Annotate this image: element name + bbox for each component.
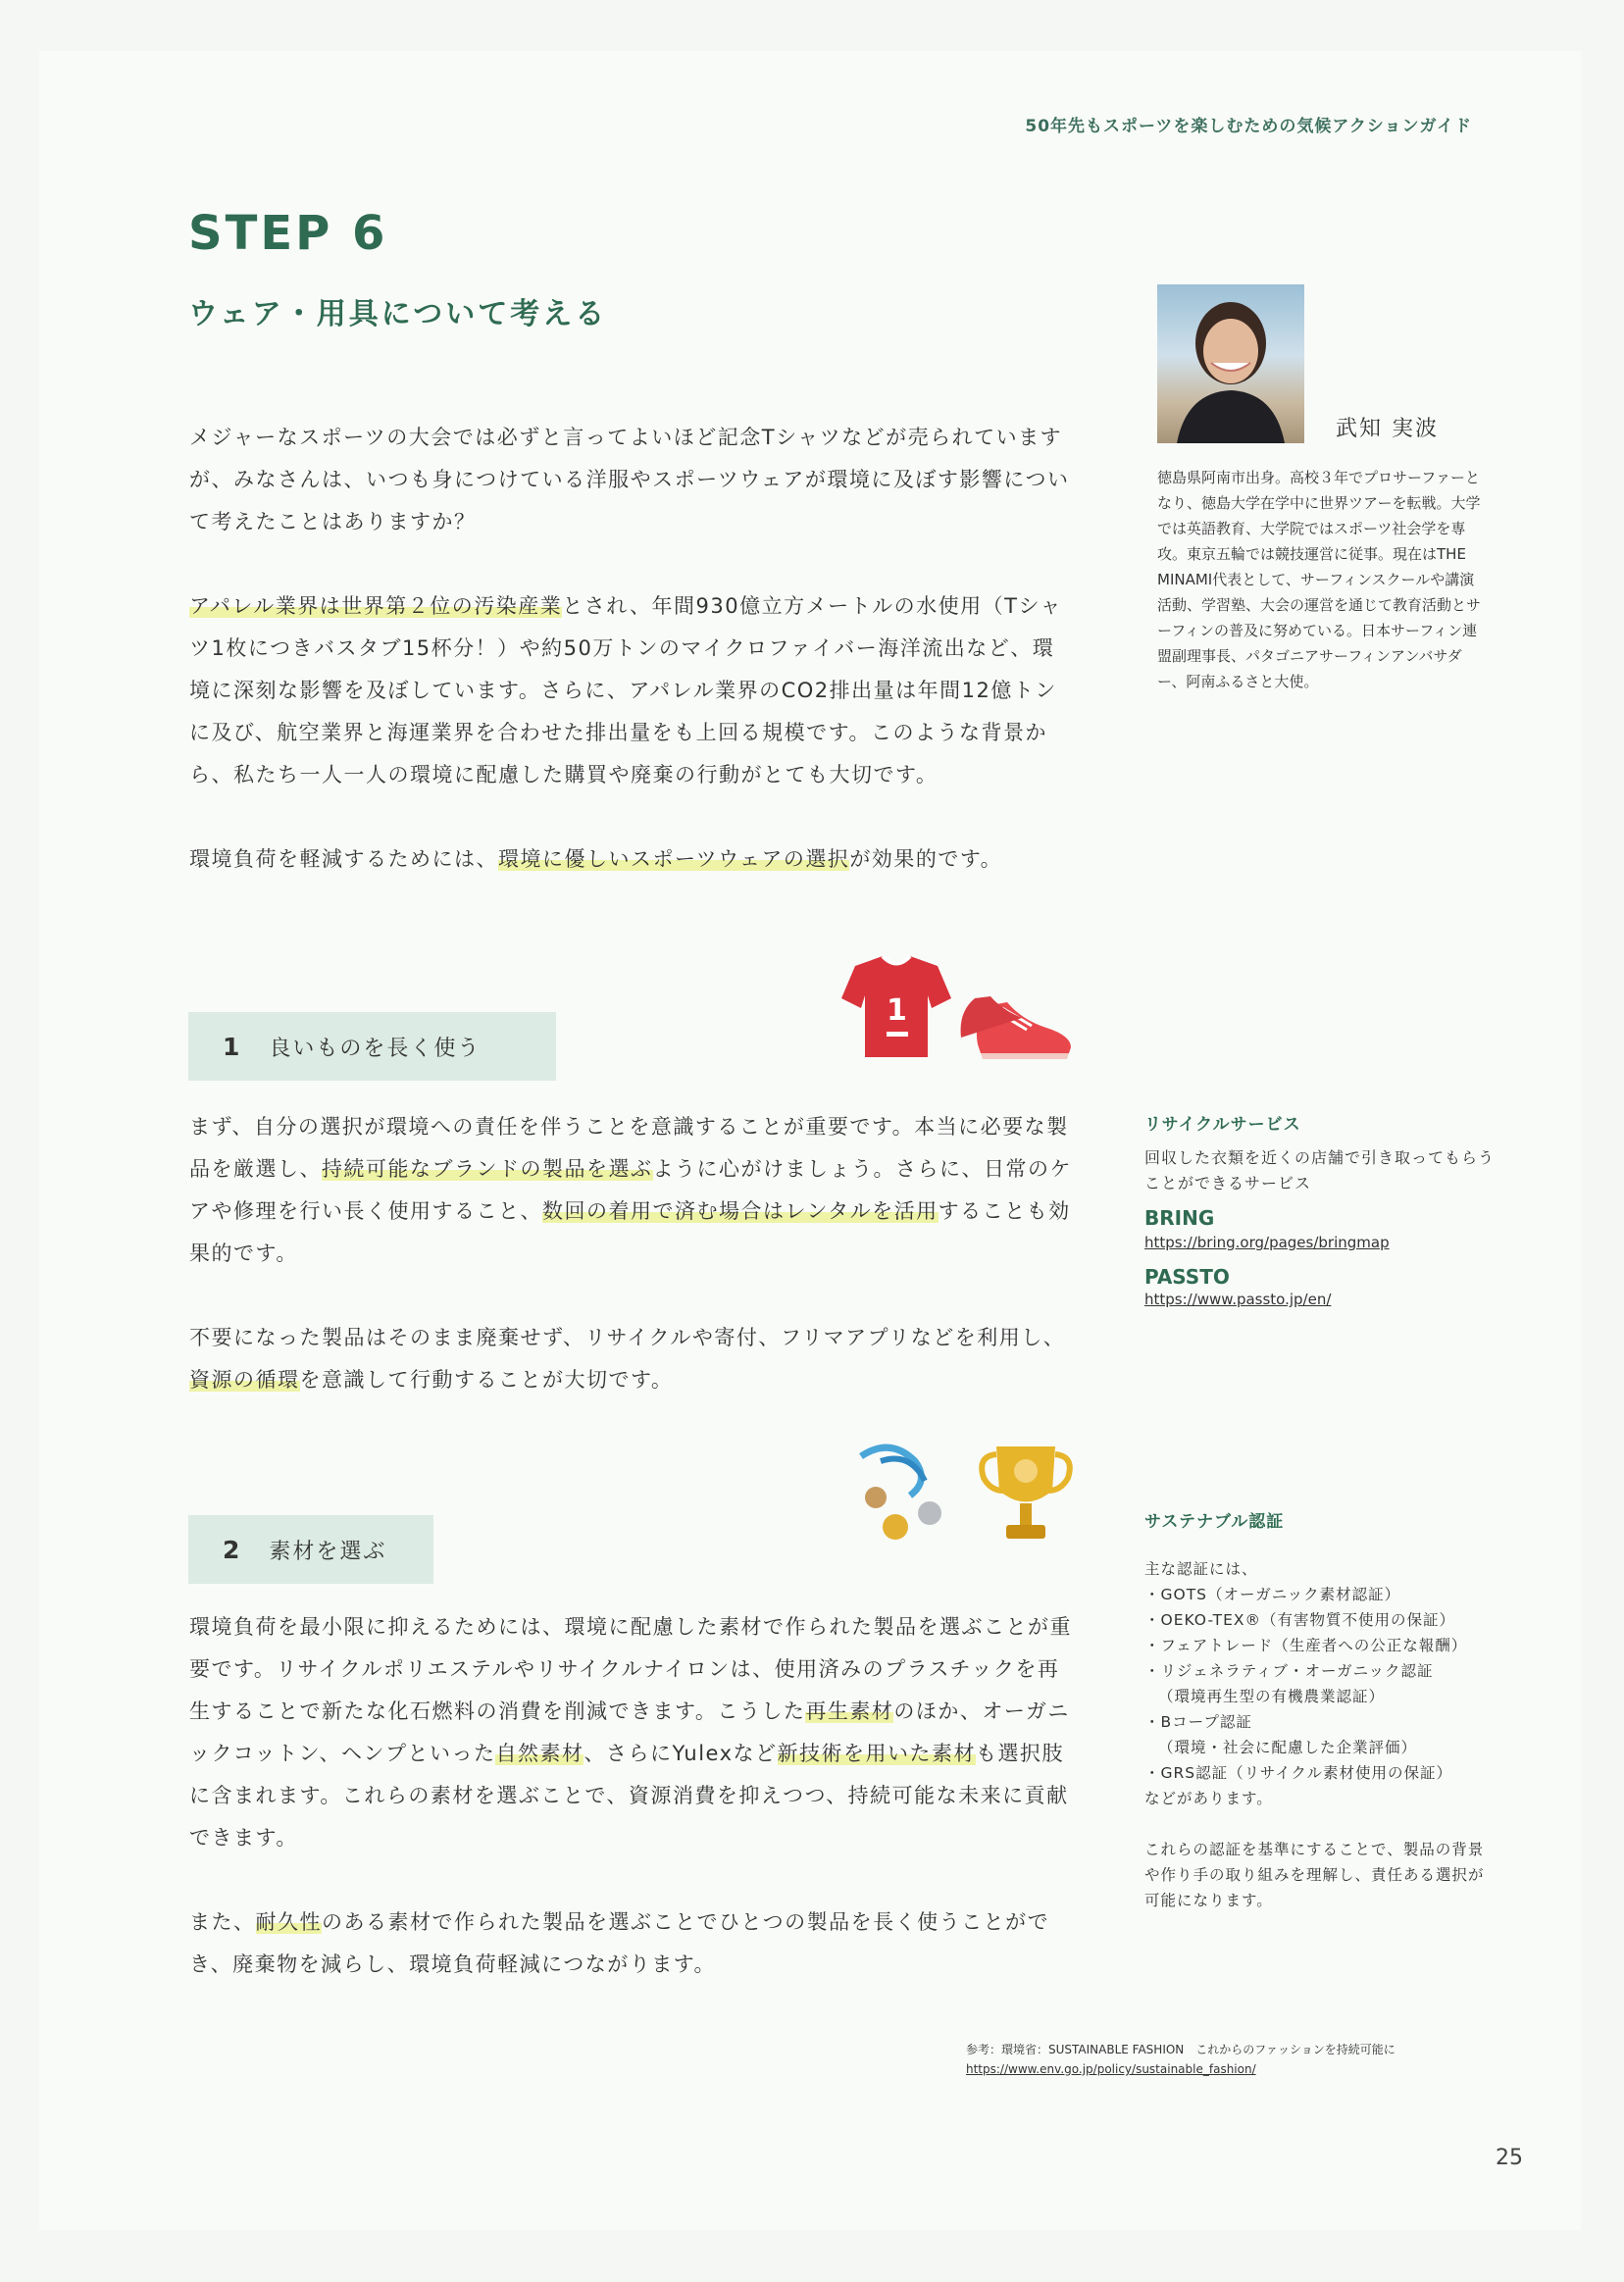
certification-intro: 主な認証には、: [1144, 1560, 1258, 1578]
certification-closing: これらの認証を基準にすることで、製品の背景や作り手の取り組みを理解し、責任ある選択が可能になります。: [1144, 1841, 1485, 1909]
text-span: また、: [189, 1910, 256, 1934]
highlight: 環境に優しいスポーツウェアの選択: [498, 847, 850, 871]
text-span: 環境負荷を最小限に抑えるためには、環境に配慮した素材で作られた製品を選ぶことが重要です。リサイクルポリエステルやリサイクルナイロンは、使用済みのプラスチックを再生することで新たな化石燃料の消費を削減できます。こうした: [189, 1615, 1072, 1723]
certification-list: [1144, 1582, 1497, 1786]
intro-paragraph-3-post: が効果的です。: [849, 847, 1003, 871]
author-name: 武知 実波: [1336, 417, 1439, 441]
guide-title: 50年先もスポーツを楽しむための気候アクションガイド: [1025, 117, 1472, 136]
portrait-image: [1157, 284, 1304, 443]
author-bio: 徳島県阿南市出身。高校３年でプロサーファーとなり、徳島大学在学中に世界ツアーを転戦。大学では英語教育、大学院ではスポーツ社会学を専攻。東京五輪では競技運営に従事。現在はTHE MINAMI代表として、サーフィンスクールや講演活動、学習塾、大会の運営を通じて教育活動とサーフィンの普及に努めている。日本サーフィン連盟副理事長、パタゴニアサーフィンアンバサダー、阿南ふるさと大使。: [1157, 469, 1482, 690]
highlight: 自然素材: [495, 1742, 584, 1765]
highlight: アパレル業界は世界第２位の汚染産業: [189, 594, 563, 618]
medal-icon: [861, 1447, 941, 1540]
certification-item: ・GOTS（オーガニック素材認証）: [1144, 1586, 1401, 1603]
certification-item: ・Bコープ認証: [1144, 1713, 1252, 1731]
intro-paragraph-3: [189, 838, 1072, 881]
certification-item: ・リジェネラティブ・オーガニック認証: [1144, 1662, 1434, 1680]
intro-paragraph-1: メジャーなスポーツの大会では必ずと言ってよいほど記念Tシャツなどが売られていますが、みなさんは、いつも身につけている洋服やスポーツウェアが環境に及ぼす影響について考えたことはありますか？: [189, 426, 1070, 533]
certification-item: （環境再生型の有機農業認証）: [1158, 1688, 1386, 1705]
certification-item: （環境・社会に配慮した企業評価）: [1158, 1739, 1418, 1756]
certification-item: ・フェアトレード（生産者への公正な報酬）: [1144, 1637, 1468, 1654]
intro-paragraph-2: [189, 585, 1072, 796]
section-2-header: [188, 1515, 433, 1584]
highlight: 持続可能なブランドの製品を選ぶ: [322, 1157, 653, 1181]
text-span: も選択肢に含まれます。これらの素材を選ぶことで、資源消費を抑えつつ、持続可能な未来に貢献できます。: [189, 1742, 1069, 1850]
svg-text:1: 1: [887, 993, 907, 1028]
text-span: のある素材で作られた製品を選ぶことでひとつの製品を長く使うことができ、廃棄物を減らし、環境負荷軽減につながります。: [189, 1910, 1050, 1976]
brand-bring: BRING: [1144, 1206, 1215, 1230]
section-2-number: 2: [223, 1535, 240, 1564]
section-2-paragraph-2: [189, 1902, 1072, 1986]
text-span: することも効果的です。: [189, 1199, 1071, 1265]
trophy-icon: [982, 1446, 1070, 1539]
passto-link[interactable]: https://www.passto.jp/en/: [1144, 1291, 1332, 1308]
medals-and-trophy-illustration: [851, 1437, 1087, 1549]
highlight: 新技術を用いた素材: [777, 1742, 977, 1765]
section-2-title: 素材を選ぶ: [269, 1539, 387, 1564]
section-2-text: [189, 1606, 1072, 2028]
section-1-paragraph-1: [189, 1106, 1072, 1275]
section-1-header: [188, 1012, 556, 1081]
section-2-paragraph-1: [189, 1606, 1072, 1859]
reference-text: 参考：環境省：SUSTAINABLE FASHION これからのファッションを持続可能に: [966, 2043, 1396, 2056]
highlight: 再生素材: [805, 1699, 894, 1723]
reference: [966, 2040, 1396, 2079]
recycle-heading: リサイクルサービス: [1144, 1115, 1301, 1135]
page-number: 25: [1496, 2146, 1523, 2170]
step-label: STEP 6: [188, 206, 388, 261]
intro-paragraph-3-pre: 環境負荷を軽減するためには、: [189, 847, 498, 871]
certification-heading: サステナブル認証: [1144, 1512, 1285, 1532]
section-1-number: 1: [223, 1032, 240, 1061]
section-1-paragraph-2: [189, 1317, 1072, 1401]
step-subtitle: ウェア・用具について考える: [188, 297, 608, 331]
text-span: を意識して行動することが大切です。: [299, 1368, 674, 1392]
certification-item: ・OEKO-TEX®（有害物質不使用の保証）: [1144, 1611, 1455, 1629]
certification-body: [1144, 1556, 1497, 1913]
author-photo: [1157, 284, 1304, 443]
text-span: ように心がけましょう。さらに、日常のケアや修理を行い長く使用すること、: [189, 1157, 1072, 1223]
highlight: 資源の循環: [189, 1368, 300, 1392]
text-span: まず、自分の選択が環境への責任を伴うことを意識することが重要です。本当に必要な製品を厳選し、: [189, 1115, 1069, 1181]
shoes-icon: [961, 996, 1071, 1059]
reference-link[interactable]: https://www.env.go.jp/policy/sustainable_fashion/: [966, 2062, 1256, 2076]
certification-item: ・GRS認証（リサイクル素材使用の保証）: [1144, 1764, 1452, 1782]
bring-link[interactable]: https://bring.org/pages/bringmap: [1144, 1234, 1390, 1251]
intro-paragraph-2-rest: とされ、年間930億立方メートルの水使用（Tシャツ1枚につきバスタブ15杯分！）や約50万トンのマイクロファイバー海洋流出など、環境に深刻な影響を及ぼしています。さらに、アパレル業界のCO2排出量は年間12億トンに及び、航空業界と海運業界を合わせた排出量をも上回る規模です。このような背景から、私たち一人一人の環境に配慮した購買や廃棄の行動がとても大切です。: [189, 594, 1063, 786]
recycle-description: 回収した衣類を近くの店舗で引き取ってもらうことができるサービス: [1144, 1148, 1496, 1192]
certification-outro: などがあります。: [1144, 1790, 1273, 1807]
intro-text: [189, 417, 1072, 923]
highlight: 耐久性: [255, 1910, 322, 1934]
text-span: のほか、オーガニックコットン、ヘンプといった: [189, 1699, 1070, 1765]
highlight: 数回の着用で済む場合はレンタルを活用: [542, 1199, 939, 1223]
text-span: 不要になった製品はそのまま廃棄せず、リサイクルや寄付、フリマアプリなどを利用し、: [189, 1326, 1066, 1349]
shirt-and-shoes-illustration: [836, 951, 1081, 1069]
section-1-text: [189, 1106, 1072, 1444]
text-span: 、さらにYulexなど: [584, 1742, 778, 1765]
brand-passto: PASSTO: [1144, 1265, 1230, 1289]
shirt-icon: [841, 956, 951, 1057]
section-1-title: 良いものを長く使う: [269, 1036, 482, 1061]
